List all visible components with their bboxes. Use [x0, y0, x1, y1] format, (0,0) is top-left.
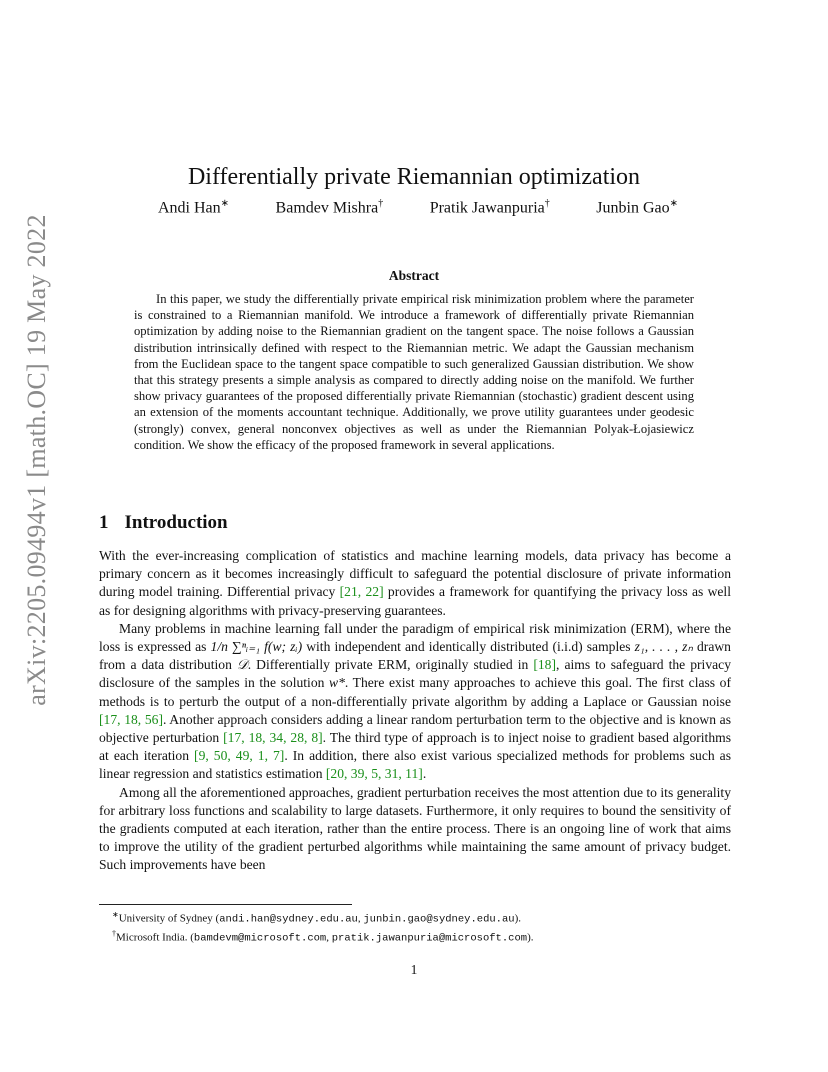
arxiv-stamp — [14, 214, 60, 706]
citation-link[interactable]: [17, 18, 34, 28, 8] — [223, 730, 323, 746]
citation-link[interactable]: [20, 39, 5, 31, 11] — [325, 766, 423, 782]
footnotes — [112, 908, 732, 946]
footnote-rule — [99, 904, 352, 905]
footnote: ∗University of Sydney (andi.han@sydney.edu.au, junbin.gao@sydney.edu.au). — [112, 910, 521, 926]
citation-link[interactable]: [21, 22] — [339, 584, 384, 600]
abstract-heading: Abstract — [388, 268, 440, 283]
abstract-body — [134, 291, 694, 453]
abstract-text: In this paper, we study the differentially private empirical risk minimization problem where the parameter is constrained to a Riemannian manifold. We introduce a framework of differentially private Riemannian optimization by adding noise to the Riemannian gradient on the tangent space. The noise follows a Gaussian distribution intrinsically defined with respect to the Riemannian metric. We adapt the Gaussian mechanism from the Euclidean space to the tangent space compatible to such generalized Gaussian distribution. We show that this strategy presents a simple analysis as compared to directly adding noise on the manifold. We further show privacy guarantees of the proposed differentially private Riemannian (stochastic) gradient descent using an extension of the moments accountant technique. Additionally, we prove utility guarantees under geodesic (strongly) convex, general nonconvex objectives as well as under the Riemannian Polyak-Łojasiewicz condition. We show the efficacy of the proposed framework in several applications. — [134, 292, 694, 452]
page-number: 1 — [410, 962, 418, 977]
citation-link[interactable]: [9, 50, 49, 1, 7] — [194, 748, 285, 764]
section-number: 1 — [99, 512, 109, 533]
loss-formula: 1/n ∑ⁿᵢ₌₁ f(w; zᵢ) — [210, 639, 303, 655]
email-link[interactable]: junbin.gao@sydney.edu.au — [363, 913, 515, 926]
author: Bamdev Mishra† — [275, 198, 384, 217]
section-body — [99, 547, 731, 875]
paragraph: Many problems in machine learning fall under the paradigm of empirical risk minimization (ERM), where the loss is expressed as 1/n ∑ⁿᵢ₌₁ f(w; zᵢ) with independent and identically distributed (i.i.d) samples z₁, . . . , zₙ drawn from a data distribution 𝒟. Differentially private ERM, originally studied in [18], aims to safeguard the privacy disclosure of the samples in the solution w*. There exist many approaches to achieve this goal. The first class of methods is to perturb the output of a non-differentially private algorithm by adding a Laplace or Gaussian noise [17, 18, 56]. Another approach considers adding a linear random perturbation term to the objective and is known as objective perturbation [17, 18, 34, 28, 8]. The third type of approach is to inject noise to gradient based algorithms at each iteration [9, 50, 49, 1, 7]. In addition, there also exist various specialized methods for problems such as linear regression and statistics estimation [20, 39, 5, 31, 11]. — [99, 620, 732, 782]
citation-link[interactable]: [18] — [533, 657, 557, 673]
paragraph: With the ever-increasing complication of statistics and machine learning models, data privacy has become a primary concern as it becomes increasingly difficult to safeguard the potential disclosure of private information during model training. Differential privacy [21, 22] provides a framework for quantifying the privacy loss as well as for designing algorithms with privacy-preserving guarantees. — [99, 548, 731, 618]
email-link[interactable]: bamdevm@microsoft.com — [193, 932, 327, 945]
citation-link[interactable]: [17, 18, 56] — [99, 711, 163, 727]
author-list — [158, 198, 678, 217]
email-link[interactable]: pratik.jawanpuria@microsoft.com — [331, 932, 528, 945]
section-title: Introduction — [124, 512, 228, 533]
paragraph: Among all the aforementioned approaches, gradient perturbation receives the most attention due to its generality for arbitrary loss functions and scalability to large datasets. Furthermore, it only requires to bound the sensitivity of the gradients computed at each iteration, rather than the entire process. There is an ongoing line of work that aims to improve the utility of the gradient perturbed algorithms while maintaining the same amount of privacy budget. Such improvements have been — [99, 784, 731, 873]
paper-title: Differentially private Riemannian optimization — [187, 164, 641, 191]
section-heading — [99, 512, 228, 534]
author: Pratik Jawanpuria† — [429, 198, 550, 217]
author: Junbin Gao∗ — [596, 198, 678, 217]
author: Andi Han∗ — [158, 198, 230, 217]
samples-math: z₁, . . . , zₙ — [634, 639, 693, 655]
footnote: †Microsoft India. (bamdevm@microsoft.com, pratik.jawanpuria@microsoft.com). — [112, 929, 534, 945]
email-link[interactable]: andi.han@sydney.edu.au — [219, 913, 358, 926]
arxiv-id: arXiv:2205.09494v1 [math.OC] 19 May 2022 — [22, 214, 52, 706]
distribution-math: 𝒟 — [236, 657, 248, 673]
solution-math: w* — [329, 675, 345, 691]
